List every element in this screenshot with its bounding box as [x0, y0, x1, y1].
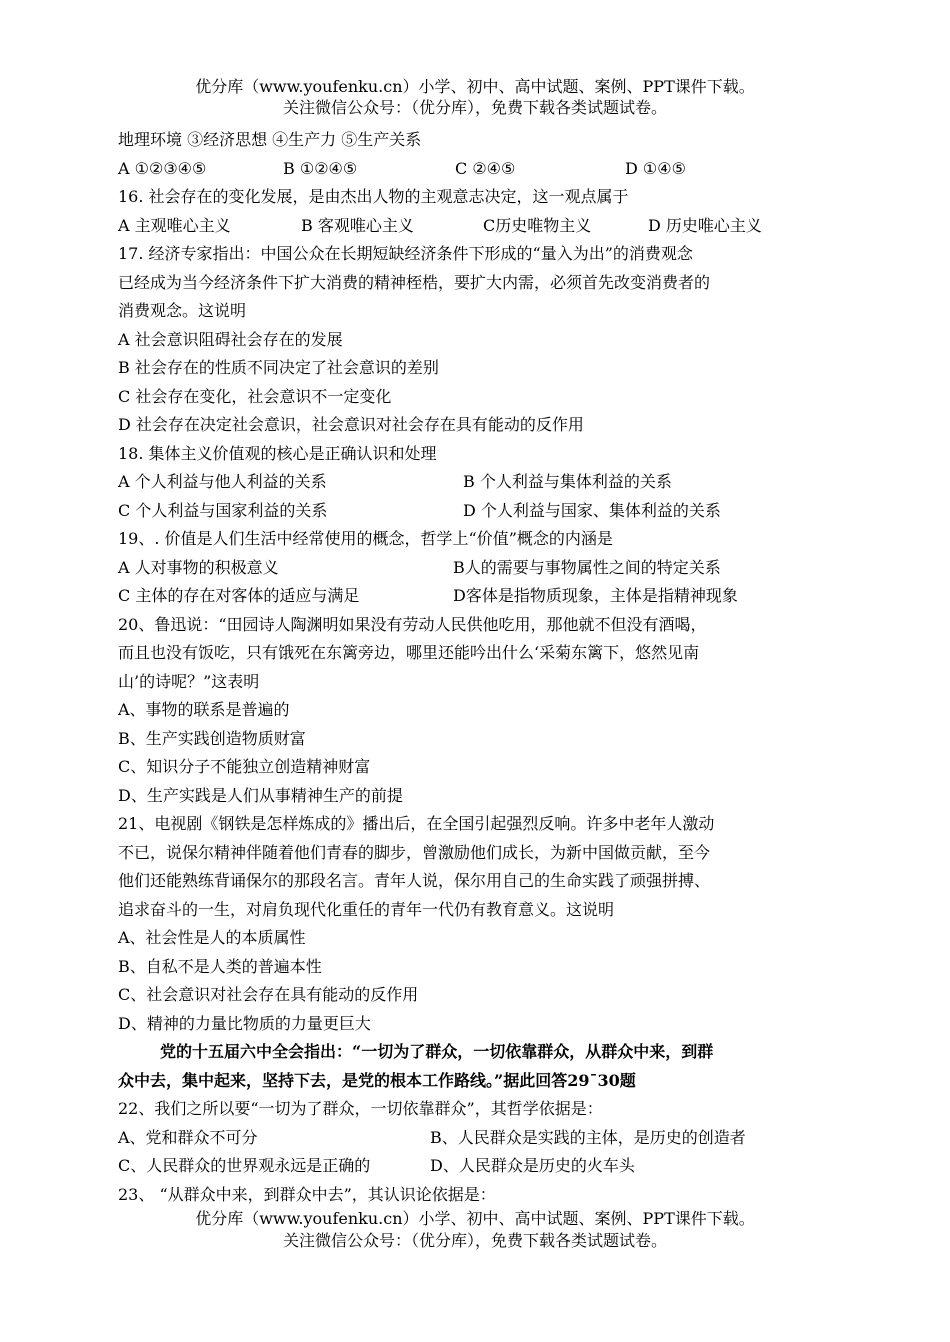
exam-content [118, 126, 838, 1209]
q20-option-b: B、生产实践创造物质财富 [118, 728, 306, 748]
q17-stem-1: 17. 经济专家指出：中国公众在长期短缺经济条件下形成的“量入为出”的消费观念 [118, 244, 693, 263]
q19-option-c: C 主体的存在对客体的适应与满足 [118, 586, 360, 605]
header-line-2: 关注微信公众号：（优分库），免费下载各类试题试卷。 [282, 98, 667, 117]
q17-stem-2: 已经成为当今经济条件下扩大消费的精神桎梏，要扩大内需，必须首先改变消费者的 [118, 272, 711, 292]
q22-option-c: C、人民群众的世界观永远是正确的 [118, 1156, 371, 1175]
q16-option-b: B 客观唯心主义 [301, 215, 414, 235]
q17-option-c: C 社会存在变化，社会意识不一定变化 [118, 386, 392, 406]
q23-stem: 23、 “从群众中来，到群众中去”，其认识论依据是： [118, 1184, 496, 1204]
q19-stem: 19、. 价值是人们生活中经常使用的概念，哲学上“价值”概念的内涵是 [118, 529, 613, 548]
q17-option-a: A 社会意识阻碍社会存在的发展 [118, 329, 343, 349]
q18-option-c: C 个人利益与国家利益的关系 [118, 500, 328, 520]
q20-option-d: D、生产实践是人们从事精神生产的前提 [118, 785, 403, 805]
q18-options-cd [118, 497, 838, 526]
q21-stem-4: 追求奋斗的一生，对肩负现代化重任的青年一代仍有教育意义。这说明 [118, 899, 615, 919]
q17-stem-3: 消费观念。这说明 [118, 301, 247, 320]
q20-stem-3: 山’的诗呢？”这表明 [118, 671, 260, 691]
q19-options-cd [118, 582, 838, 611]
passage-line-2: 众中去，集中起来，坚持下去，是党的根本工作路线。”据此回答29¯30题 [118, 1070, 636, 1090]
q18-options-ab [118, 468, 838, 497]
q22-option-b: B、人民群众是实践的主体，是历史的创造者 [430, 1127, 746, 1147]
q18-option-d: D 个人利益与国家、集体利益的关系 [463, 500, 721, 520]
q16-options [118, 212, 838, 241]
q20-option-c: C、知识分子不能独立创造精神财富 [118, 757, 371, 776]
q19-option-b: B人的需要与事物属性之间的特定关系 [453, 557, 721, 577]
q21-stem-2: 不已，说保尔精神伴随着他们青春的脚步，曾激励他们成长，为新中国做贡献，至今 [118, 842, 711, 862]
q22-stem: 22、我们之所以要“一切为了群众，一切依靠群众”，其哲学依据是： [118, 1099, 603, 1118]
q21-stem-1: 21、电视剧《钢铁是怎样炼成的》播出后，在全国引起强烈反响。许多中老年人激动 [118, 814, 715, 833]
q19-option-a: A 人对事物的积极意义 [118, 557, 279, 577]
q22-options-cd [118, 1152, 838, 1181]
q17-option-b: B 社会存在的性质不同决定了社会意识的差别 [118, 358, 439, 377]
q21-option-c: C、社会意识对社会存在具有能动的反作用 [118, 985, 419, 1004]
q22-options-ab [118, 1124, 838, 1153]
q21-option-d: D、精神的力量比物质的力量更巨大 [118, 1013, 371, 1033]
footer-line-1: 优分库（www.youfenku.cn）小学、初中、高中试题、案例、PPT课件下载。 [195, 1209, 755, 1228]
q18-option-a: A 个人利益与他人利益的关系 [118, 472, 327, 491]
q16-option-a: A 主观唯心主义 [118, 215, 231, 235]
q15-option-c: C ②④⑤ [455, 158, 516, 178]
q15-options [118, 155, 838, 184]
q16-option-d: D 历史唯心主义 [648, 215, 762, 235]
q22-option-a: A、党和群众不可分 [118, 1127, 258, 1147]
q15-option-d: D ①④⑤ [625, 158, 686, 178]
q18-stem: 18. 集体主义价值观的核心是正确认识和处理 [118, 443, 437, 463]
q17-option-d: D 社会存在决定社会意识，社会意识对社会存在具有能动的反作用 [118, 415, 584, 434]
footer-line-2: 关注微信公众号：（优分库），免费下载各类试题试卷。 [282, 1231, 667, 1250]
q15-continuation: 地理环境 ③经济思想 ④生产力 ⑤生产关系 [118, 130, 422, 149]
q22-option-d: D、人民群众是历史的火车头 [430, 1156, 635, 1175]
q15-option-b: B ①②④⑤ [283, 158, 358, 178]
q20-stem-1: 20、鲁迅说：“田园诗人陶渊明如果没有劳动人民供他吃用，那他就不但没有酒喝， [118, 614, 707, 634]
q19-options-ab [118, 554, 838, 583]
q21-stem-3: 他们还能熟练背诵保尔的那段名言。青年人说，保尔用自己的生命实践了顽强拼搏、 [118, 871, 711, 890]
q20-stem-2: 而且也没有饭吃，只有饿死在东篱旁边，哪里还能吟出什么‘采菊东篱下，悠然见南 [118, 643, 700, 662]
q21-option-a: A、社会性是人的本质属性 [118, 928, 306, 947]
q20-option-a: A、事物的联系是普遍的 [118, 700, 290, 719]
q15-option-a: A ①②③④⑤ [118, 158, 207, 178]
q18-option-b: B 个人利益与集体利益的关系 [463, 472, 672, 491]
q21-option-b: B、自私不是人类的普遍本性 [118, 956, 322, 976]
header-line-1: 优分库（www.youfenku.cn）小学、初中、高中试题、案例、PPT课件下载。 [195, 77, 755, 96]
q16-stem: 16. 社会存在的变化发展，是由杰出人物的主观意志决定，这一观点属于 [118, 187, 629, 206]
q16-option-c: C历史唯物主义 [483, 215, 592, 235]
passage-line-1: 党的十五届六中全会指出：“一切为了群众，一切依靠群众，从群众中来，到群 [160, 1042, 714, 1061]
q19-option-d: D客体是指物质现象，主体是指精神现象 [453, 586, 738, 605]
